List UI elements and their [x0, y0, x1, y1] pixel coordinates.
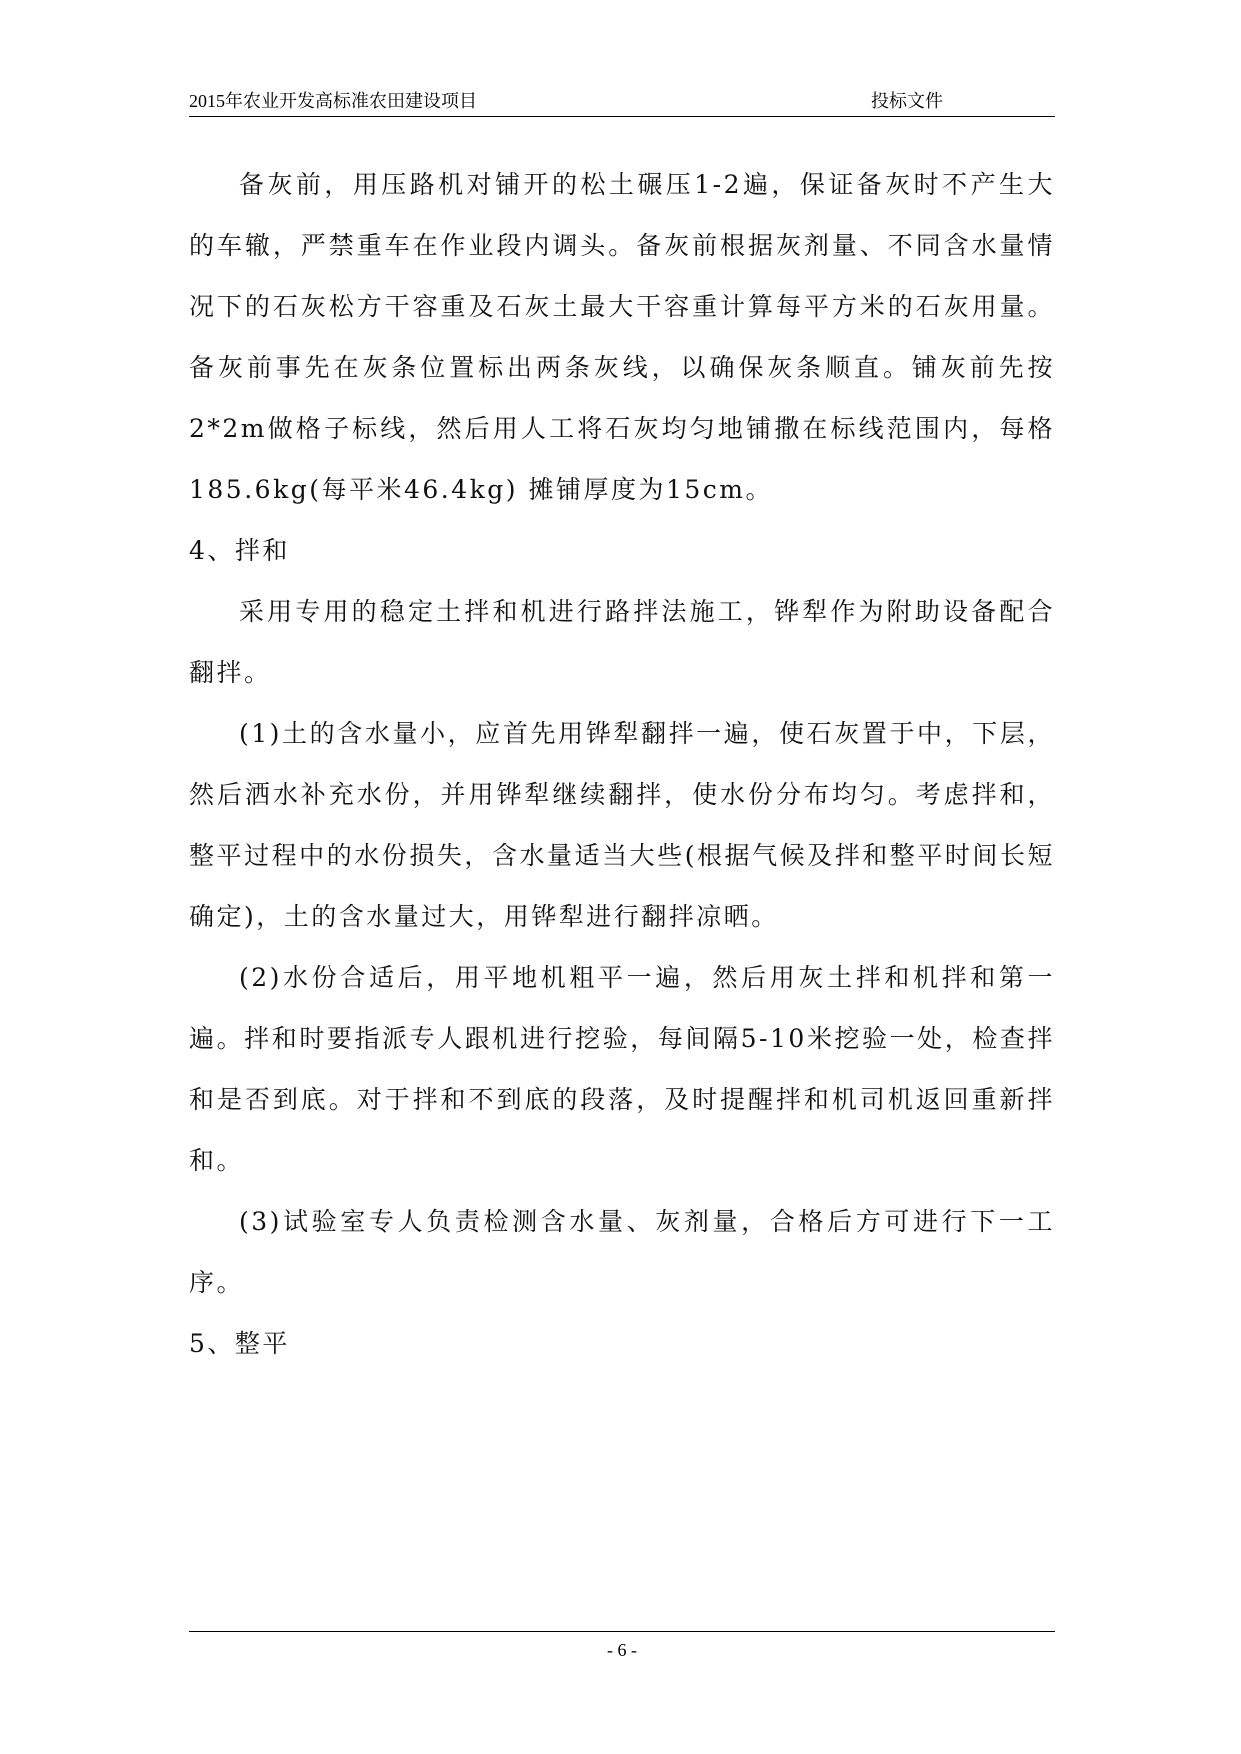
page-header — [189, 88, 1055, 117]
footer-divider — [189, 1631, 1055, 1632]
section-heading-leveling: 5、整平 — [189, 1329, 290, 1358]
document-body — [189, 154, 1055, 1374]
paragraph-mixing-step-1: (1)土的含水量小，应首先用铧犁翻拌一遍，使石灰置于中，下层，然后洒水补充水份，并用铧犁继续翻拌，使水份分布均匀。考虑拌和，整平过程中的水份损失，含水量适当大些(根据气候及拌和整平时间长短确定)，土的含水量过大，用铧犁进行翻拌凉晒。 — [189, 719, 1055, 931]
paragraph-lime-preparation: 备灰前，用压路机对铺开的松土碾压1-2遍，保证备灰时不产生大的车辙，严禁重车在作业段内调头。备灰前根据灰剂量、不同含水量情况下的石灰松方干容重及石灰土最大干容重计算每平方米的石灰用量。备灰前事先在灰条位置标出两条灰线，以确保灰条顺直。铺灰前先按2*2m做格子标线，然后用人工将石灰均匀地铺撒在标线范围内，每格185.6kg(每平米46.4kg) 摊铺厚度为15cm。 — [189, 170, 1055, 504]
page-number: - 6 - — [607, 1640, 637, 1660]
paragraph-mixing-method: 采用专用的稳定土拌和机进行路拌法施工，铧犁作为附助设备配合翻拌。 — [189, 597, 1055, 687]
paragraph-mixing-step-3: (3)试验室专人负责检测含水量、灰剂量，合格后方可进行下一工序。 — [189, 1207, 1055, 1297]
header-doc-type: 投标文件 — [871, 91, 943, 111]
section-heading-mixing: 4、拌和 — [189, 536, 290, 565]
header-project-title: 2015年农业开发高标准农田建设项目 — [189, 91, 477, 111]
paragraph-mixing-step-2: (2)水份合适后，用平地机粗平一遍，然后用灰土拌和机拌和第一遍。拌和时要指派专人跟机进行挖验，每间隔5-10米挖验一处，检查拌和是否到底。对于拌和不到底的段落，及时提醒拌和机司机返回重新拌和。 — [189, 963, 1055, 1175]
